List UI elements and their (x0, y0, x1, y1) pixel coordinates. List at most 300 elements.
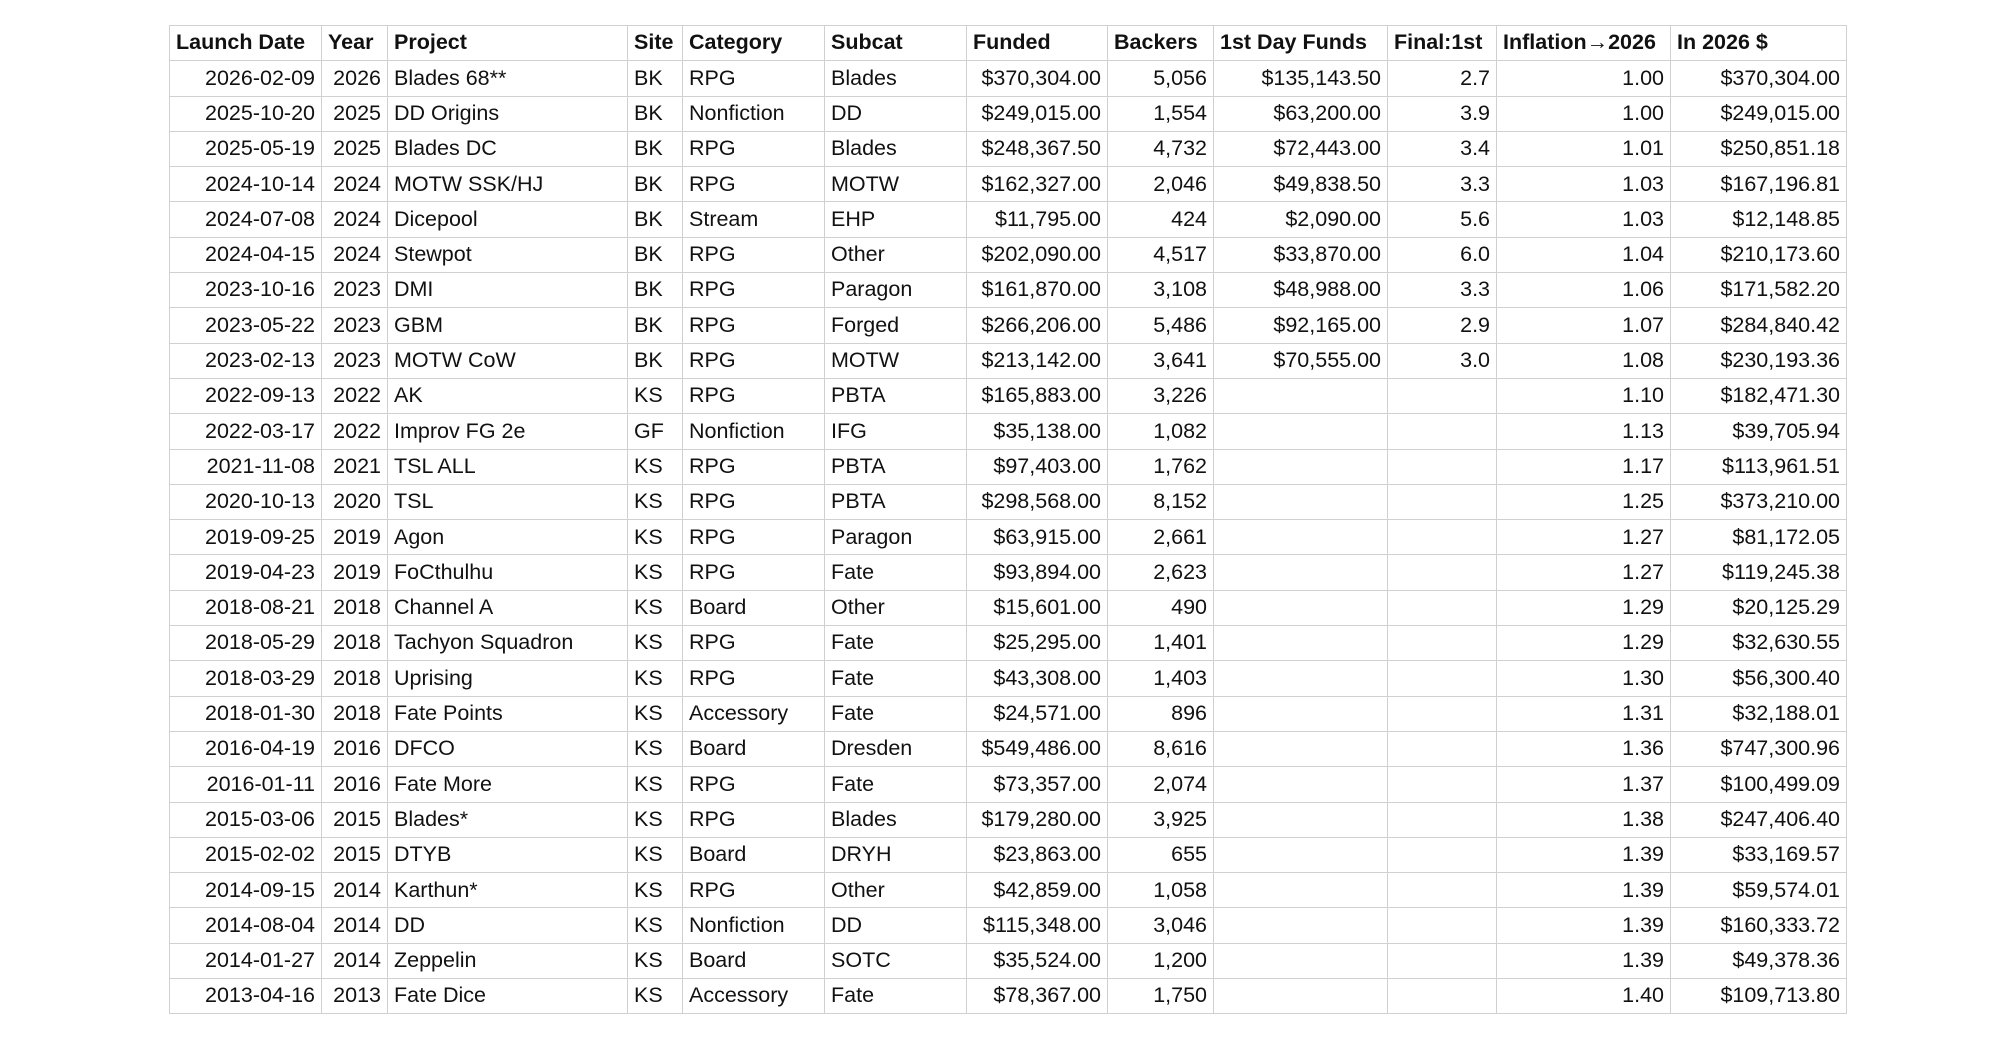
cell-launch-date: 2018-08-21 (170, 590, 322, 625)
cell-year: 2025 (322, 96, 388, 131)
cell-backers: 1,554 (1108, 96, 1214, 131)
cell-final-to-first (1388, 414, 1497, 449)
table-body (170, 61, 1847, 1014)
cell-inflation: 1.40 (1497, 979, 1671, 1014)
table-row (170, 131, 1847, 166)
cell-first-day-funds: $92,165.00 (1214, 308, 1388, 343)
cell-site: BK (628, 308, 683, 343)
cell-inflation: 1.36 (1497, 731, 1671, 766)
cell-final-to-first: 3.0 (1388, 343, 1497, 378)
cell-launch-date: 2018-01-30 (170, 696, 322, 731)
cell-in-2026-dollars: $113,961.51 (1671, 449, 1847, 484)
cell-first-day-funds: $70,555.00 (1214, 343, 1388, 378)
cell-final-to-first (1388, 696, 1497, 731)
col-header-first-day-funds: 1st Day Funds (1214, 26, 1388, 61)
table-row (170, 378, 1847, 413)
cell-subcat: Other (825, 590, 967, 625)
cell-funded: $162,327.00 (967, 167, 1108, 202)
cell-backers: 3,641 (1108, 343, 1214, 378)
cell-in-2026-dollars: $12,148.85 (1671, 202, 1847, 237)
cell-category: RPG (683, 555, 825, 590)
cell-category: RPG (683, 378, 825, 413)
cell-project: AK (388, 378, 628, 413)
cell-funded: $165,883.00 (967, 378, 1108, 413)
cell-backers: 1,403 (1108, 661, 1214, 696)
cell-in-2026-dollars: $59,574.01 (1671, 873, 1847, 908)
cell-year: 2018 (322, 590, 388, 625)
cell-first-day-funds (1214, 802, 1388, 837)
table-row (170, 96, 1847, 131)
cell-backers: 1,750 (1108, 979, 1214, 1014)
cell-final-to-first (1388, 908, 1497, 943)
cell-launch-date: 2025-10-20 (170, 96, 322, 131)
col-header-subcat: Subcat (825, 26, 967, 61)
cell-funded: $161,870.00 (967, 273, 1108, 308)
cell-subcat: Fate (825, 626, 967, 661)
cell-subcat: DD (825, 908, 967, 943)
cell-funded: $115,348.00 (967, 908, 1108, 943)
cell-subcat: PBTA (825, 378, 967, 413)
cell-year: 2023 (322, 273, 388, 308)
cell-project: Channel A (388, 590, 628, 625)
cell-site: BK (628, 343, 683, 378)
cell-site: KS (628, 943, 683, 978)
cell-launch-date: 2014-01-27 (170, 943, 322, 978)
cell-inflation: 1.31 (1497, 696, 1671, 731)
cell-inflation: 1.25 (1497, 484, 1671, 519)
cell-category: Board (683, 731, 825, 766)
cell-year: 2016 (322, 767, 388, 802)
cell-backers: 490 (1108, 590, 1214, 625)
col-header-category: Category (683, 26, 825, 61)
cell-in-2026-dollars: $182,471.30 (1671, 378, 1847, 413)
cell-inflation: 1.03 (1497, 167, 1671, 202)
cell-funded: $370,304.00 (967, 61, 1108, 96)
cell-funded: $25,295.00 (967, 626, 1108, 661)
cell-inflation: 1.04 (1497, 237, 1671, 272)
cell-inflation: 1.17 (1497, 449, 1671, 484)
cell-backers: 2,623 (1108, 555, 1214, 590)
cell-first-day-funds (1214, 626, 1388, 661)
cell-funded: $42,859.00 (967, 873, 1108, 908)
cell-site: KS (628, 590, 683, 625)
cell-site: BK (628, 237, 683, 272)
cell-category: Accessory (683, 979, 825, 1014)
cell-project: GBM (388, 308, 628, 343)
cell-in-2026-dollars: $100,499.09 (1671, 767, 1847, 802)
cell-inflation: 1.37 (1497, 767, 1671, 802)
cell-category: RPG (683, 626, 825, 661)
cell-project: Agon (388, 520, 628, 555)
cell-funded: $11,795.00 (967, 202, 1108, 237)
cell-category: RPG (683, 273, 825, 308)
cell-funded: $179,280.00 (967, 802, 1108, 837)
cell-final-to-first: 3.9 (1388, 96, 1497, 131)
col-header-funded: Funded (967, 26, 1108, 61)
table-row (170, 520, 1847, 555)
cell-category: RPG (683, 802, 825, 837)
cell-backers: 2,046 (1108, 167, 1214, 202)
cell-site: KS (628, 873, 683, 908)
cell-subcat: Fate (825, 979, 967, 1014)
cell-launch-date: 2024-07-08 (170, 202, 322, 237)
cell-project: DD Origins (388, 96, 628, 131)
cell-subcat: Blades (825, 61, 967, 96)
cell-subcat: Dresden (825, 731, 967, 766)
cell-project: MOTW CoW (388, 343, 628, 378)
cell-backers: 1,200 (1108, 943, 1214, 978)
cell-category: RPG (683, 343, 825, 378)
cell-in-2026-dollars: $160,333.72 (1671, 908, 1847, 943)
cell-site: KS (628, 767, 683, 802)
cell-first-day-funds (1214, 873, 1388, 908)
table-row (170, 943, 1847, 978)
cell-launch-date: 2016-01-11 (170, 767, 322, 802)
cell-site: BK (628, 61, 683, 96)
cell-project: TSL (388, 484, 628, 519)
cell-funded: $298,568.00 (967, 484, 1108, 519)
cell-inflation: 1.03 (1497, 202, 1671, 237)
cell-inflation: 1.38 (1497, 802, 1671, 837)
cell-year: 2015 (322, 837, 388, 872)
cell-final-to-first (1388, 626, 1497, 661)
cell-inflation: 1.27 (1497, 520, 1671, 555)
cell-final-to-first: 5.6 (1388, 202, 1497, 237)
cell-final-to-first: 6.0 (1388, 237, 1497, 272)
cell-site: KS (628, 520, 683, 555)
cell-project: MOTW SSK/HJ (388, 167, 628, 202)
cell-site: KS (628, 696, 683, 731)
header-row (170, 26, 1847, 61)
cell-backers: 1,082 (1108, 414, 1214, 449)
cell-subcat: Blades (825, 802, 967, 837)
cell-first-day-funds (1214, 414, 1388, 449)
cell-site: KS (628, 802, 683, 837)
table-row (170, 837, 1847, 872)
cell-funded: $63,915.00 (967, 520, 1108, 555)
cell-backers: 4,732 (1108, 131, 1214, 166)
cell-backers: 655 (1108, 837, 1214, 872)
cell-in-2026-dollars: $119,245.38 (1671, 555, 1847, 590)
cell-year: 2022 (322, 414, 388, 449)
cell-funded: $93,894.00 (967, 555, 1108, 590)
cell-project: Dicepool (388, 202, 628, 237)
cell-site: KS (628, 837, 683, 872)
col-header-site: Site (628, 26, 683, 61)
cell-year: 2014 (322, 873, 388, 908)
cell-first-day-funds: $2,090.00 (1214, 202, 1388, 237)
cell-launch-date: 2023-02-13 (170, 343, 322, 378)
table-row (170, 626, 1847, 661)
cell-in-2026-dollars: $284,840.42 (1671, 308, 1847, 343)
cell-funded: $43,308.00 (967, 661, 1108, 696)
cell-first-day-funds (1214, 837, 1388, 872)
cell-site: GF (628, 414, 683, 449)
cell-in-2026-dollars: $39,705.94 (1671, 414, 1847, 449)
col-header-backers: Backers (1108, 26, 1214, 61)
cell-funded: $78,367.00 (967, 979, 1108, 1014)
cell-launch-date: 2015-02-02 (170, 837, 322, 872)
cell-subcat: MOTW (825, 167, 967, 202)
cell-project: Blades DC (388, 131, 628, 166)
cell-backers: 2,074 (1108, 767, 1214, 802)
table-row (170, 449, 1847, 484)
cell-subcat: Fate (825, 767, 967, 802)
cell-category: RPG (683, 873, 825, 908)
col-header-year: Year (322, 26, 388, 61)
cell-project: FoCthulhu (388, 555, 628, 590)
cell-first-day-funds (1214, 908, 1388, 943)
cell-in-2026-dollars: $373,210.00 (1671, 484, 1847, 519)
cell-backers: 1,401 (1108, 626, 1214, 661)
cell-category: RPG (683, 520, 825, 555)
cell-site: BK (628, 167, 683, 202)
cell-final-to-first: 3.3 (1388, 167, 1497, 202)
table-row (170, 555, 1847, 590)
cell-launch-date: 2026-02-09 (170, 61, 322, 96)
spreadsheet (169, 25, 1847, 1014)
cell-subcat: PBTA (825, 484, 967, 519)
table-row (170, 873, 1847, 908)
col-header-project: Project (388, 26, 628, 61)
cell-in-2026-dollars: $230,193.36 (1671, 343, 1847, 378)
cell-inflation: 1.29 (1497, 626, 1671, 661)
cell-funded: $35,524.00 (967, 943, 1108, 978)
table-row (170, 590, 1847, 625)
cell-launch-date: 2021-11-08 (170, 449, 322, 484)
cell-first-day-funds (1214, 979, 1388, 1014)
cell-final-to-first (1388, 484, 1497, 519)
cell-inflation: 1.06 (1497, 273, 1671, 308)
cell-launch-date: 2025-05-19 (170, 131, 322, 166)
cell-launch-date: 2015-03-06 (170, 802, 322, 837)
cell-backers: 5,486 (1108, 308, 1214, 343)
cell-funded: $248,367.50 (967, 131, 1108, 166)
cell-subcat: DRYH (825, 837, 967, 872)
col-header-launch-date: Launch Date (170, 26, 322, 61)
cell-launch-date: 2016-04-19 (170, 731, 322, 766)
cell-funded: $202,090.00 (967, 237, 1108, 272)
cell-year: 2023 (322, 308, 388, 343)
cell-subcat: MOTW (825, 343, 967, 378)
table-row (170, 167, 1847, 202)
cell-category: Nonfiction (683, 414, 825, 449)
cell-project: Blades* (388, 802, 628, 837)
cell-project: TSL ALL (388, 449, 628, 484)
cell-backers: 3,925 (1108, 802, 1214, 837)
cell-category: RPG (683, 308, 825, 343)
cell-project: Fate More (388, 767, 628, 802)
cell-site: BK (628, 96, 683, 131)
cell-project: Fate Points (388, 696, 628, 731)
cell-site: KS (628, 484, 683, 519)
cell-final-to-first (1388, 590, 1497, 625)
cell-in-2026-dollars: $249,015.00 (1671, 96, 1847, 131)
cell-project: Fate Dice (388, 979, 628, 1014)
cell-in-2026-dollars: $247,406.40 (1671, 802, 1847, 837)
cell-project: Blades 68** (388, 61, 628, 96)
cell-launch-date: 2024-04-15 (170, 237, 322, 272)
cell-year: 2021 (322, 449, 388, 484)
cell-inflation: 1.39 (1497, 873, 1671, 908)
cell-first-day-funds (1214, 484, 1388, 519)
cell-in-2026-dollars: $49,378.36 (1671, 943, 1847, 978)
cell-launch-date: 2019-04-23 (170, 555, 322, 590)
cell-year: 2024 (322, 167, 388, 202)
cell-backers: 3,226 (1108, 378, 1214, 413)
cell-first-day-funds: $72,443.00 (1214, 131, 1388, 166)
cell-in-2026-dollars: $32,188.01 (1671, 696, 1847, 731)
cell-site: KS (628, 449, 683, 484)
cell-category: RPG (683, 237, 825, 272)
cell-first-day-funds (1214, 731, 1388, 766)
cell-site: KS (628, 555, 683, 590)
cell-year: 2016 (322, 731, 388, 766)
cell-launch-date: 2014-08-04 (170, 908, 322, 943)
col-header-inflation: Inflation→2026 (1497, 26, 1671, 61)
cell-launch-date: 2013-04-16 (170, 979, 322, 1014)
cell-subcat: Paragon (825, 520, 967, 555)
cell-subcat: Paragon (825, 273, 967, 308)
cell-category: Accessory (683, 696, 825, 731)
col-header-final-to-first: Final:1st (1388, 26, 1497, 61)
cell-first-day-funds (1214, 696, 1388, 731)
cell-category: Board (683, 837, 825, 872)
cell-final-to-first (1388, 449, 1497, 484)
cell-site: KS (628, 908, 683, 943)
cell-final-to-first (1388, 767, 1497, 802)
cell-first-day-funds: $135,143.50 (1214, 61, 1388, 96)
cell-year: 2026 (322, 61, 388, 96)
table-row (170, 731, 1847, 766)
cell-year: 2023 (322, 343, 388, 378)
cell-final-to-first: 2.9 (1388, 308, 1497, 343)
cell-project: Tachyon Squadron (388, 626, 628, 661)
cell-category: RPG (683, 61, 825, 96)
cell-in-2026-dollars: $747,300.96 (1671, 731, 1847, 766)
cell-subcat: EHP (825, 202, 967, 237)
cell-category: Nonfiction (683, 96, 825, 131)
cell-launch-date: 2018-03-29 (170, 661, 322, 696)
table-row (170, 767, 1847, 802)
table-row (170, 308, 1847, 343)
cell-first-day-funds (1214, 520, 1388, 555)
cell-year: 2020 (322, 484, 388, 519)
cell-in-2026-dollars: $167,196.81 (1671, 167, 1847, 202)
cell-in-2026-dollars: $370,304.00 (1671, 61, 1847, 96)
cell-backers: 4,517 (1108, 237, 1214, 272)
kickstarter-table (169, 25, 1847, 1014)
cell-funded: $15,601.00 (967, 590, 1108, 625)
cell-final-to-first (1388, 520, 1497, 555)
cell-first-day-funds: $49,838.50 (1214, 167, 1388, 202)
cell-launch-date: 2022-03-17 (170, 414, 322, 449)
cell-first-day-funds (1214, 661, 1388, 696)
table-row (170, 696, 1847, 731)
cell-backers: 3,046 (1108, 908, 1214, 943)
cell-in-2026-dollars: $250,851.18 (1671, 131, 1847, 166)
cell-inflation: 1.01 (1497, 131, 1671, 166)
cell-year: 2018 (322, 661, 388, 696)
cell-inflation: 1.10 (1497, 378, 1671, 413)
cell-first-day-funds (1214, 943, 1388, 978)
cell-launch-date: 2023-10-16 (170, 273, 322, 308)
cell-first-day-funds (1214, 449, 1388, 484)
table-row (170, 661, 1847, 696)
cell-final-to-first: 3.4 (1388, 131, 1497, 166)
cell-in-2026-dollars: $20,125.29 (1671, 590, 1847, 625)
cell-subcat: Blades (825, 131, 967, 166)
cell-final-to-first (1388, 661, 1497, 696)
cell-backers: 1,058 (1108, 873, 1214, 908)
cell-first-day-funds: $33,870.00 (1214, 237, 1388, 272)
cell-funded: $266,206.00 (967, 308, 1108, 343)
table-row (170, 908, 1847, 943)
cell-subcat: Fate (825, 661, 967, 696)
cell-launch-date: 2018-05-29 (170, 626, 322, 661)
cell-funded: $549,486.00 (967, 731, 1108, 766)
cell-category: Board (683, 943, 825, 978)
cell-category: Nonfiction (683, 908, 825, 943)
cell-in-2026-dollars: $171,582.20 (1671, 273, 1847, 308)
cell-year: 2019 (322, 555, 388, 590)
cell-first-day-funds (1214, 767, 1388, 802)
cell-inflation: 1.00 (1497, 96, 1671, 131)
cell-year: 2013 (322, 979, 388, 1014)
cell-year: 2015 (322, 802, 388, 837)
cell-year: 2018 (322, 696, 388, 731)
cell-subcat: SOTC (825, 943, 967, 978)
cell-in-2026-dollars: $32,630.55 (1671, 626, 1847, 661)
cell-project: Karthun* (388, 873, 628, 908)
cell-subcat: DD (825, 96, 967, 131)
cell-project: DD (388, 908, 628, 943)
cell-category: RPG (683, 167, 825, 202)
cell-funded: $249,015.00 (967, 96, 1108, 131)
cell-final-to-first (1388, 943, 1497, 978)
cell-in-2026-dollars: $210,173.60 (1671, 237, 1847, 272)
cell-site: BK (628, 131, 683, 166)
cell-first-day-funds: $63,200.00 (1214, 96, 1388, 131)
cell-site: KS (628, 378, 683, 413)
cell-year: 2018 (322, 626, 388, 661)
cell-launch-date: 2023-05-22 (170, 308, 322, 343)
cell-inflation: 1.39 (1497, 908, 1671, 943)
cell-launch-date: 2020-10-13 (170, 484, 322, 519)
cell-year: 2024 (322, 237, 388, 272)
cell-final-to-first (1388, 378, 1497, 413)
cell-site: KS (628, 731, 683, 766)
cell-site: KS (628, 979, 683, 1014)
cell-subcat: Fate (825, 555, 967, 590)
cell-subcat: PBTA (825, 449, 967, 484)
cell-inflation: 1.39 (1497, 943, 1671, 978)
table-row (170, 343, 1847, 378)
cell-inflation: 1.27 (1497, 555, 1671, 590)
cell-site: KS (628, 661, 683, 696)
cell-year: 2014 (322, 908, 388, 943)
table-row (170, 237, 1847, 272)
cell-final-to-first (1388, 731, 1497, 766)
cell-funded: $35,138.00 (967, 414, 1108, 449)
table-row (170, 202, 1847, 237)
cell-first-day-funds (1214, 590, 1388, 625)
cell-final-to-first (1388, 555, 1497, 590)
table-row (170, 979, 1847, 1014)
table-row (170, 484, 1847, 519)
cell-first-day-funds (1214, 555, 1388, 590)
cell-year: 2024 (322, 202, 388, 237)
